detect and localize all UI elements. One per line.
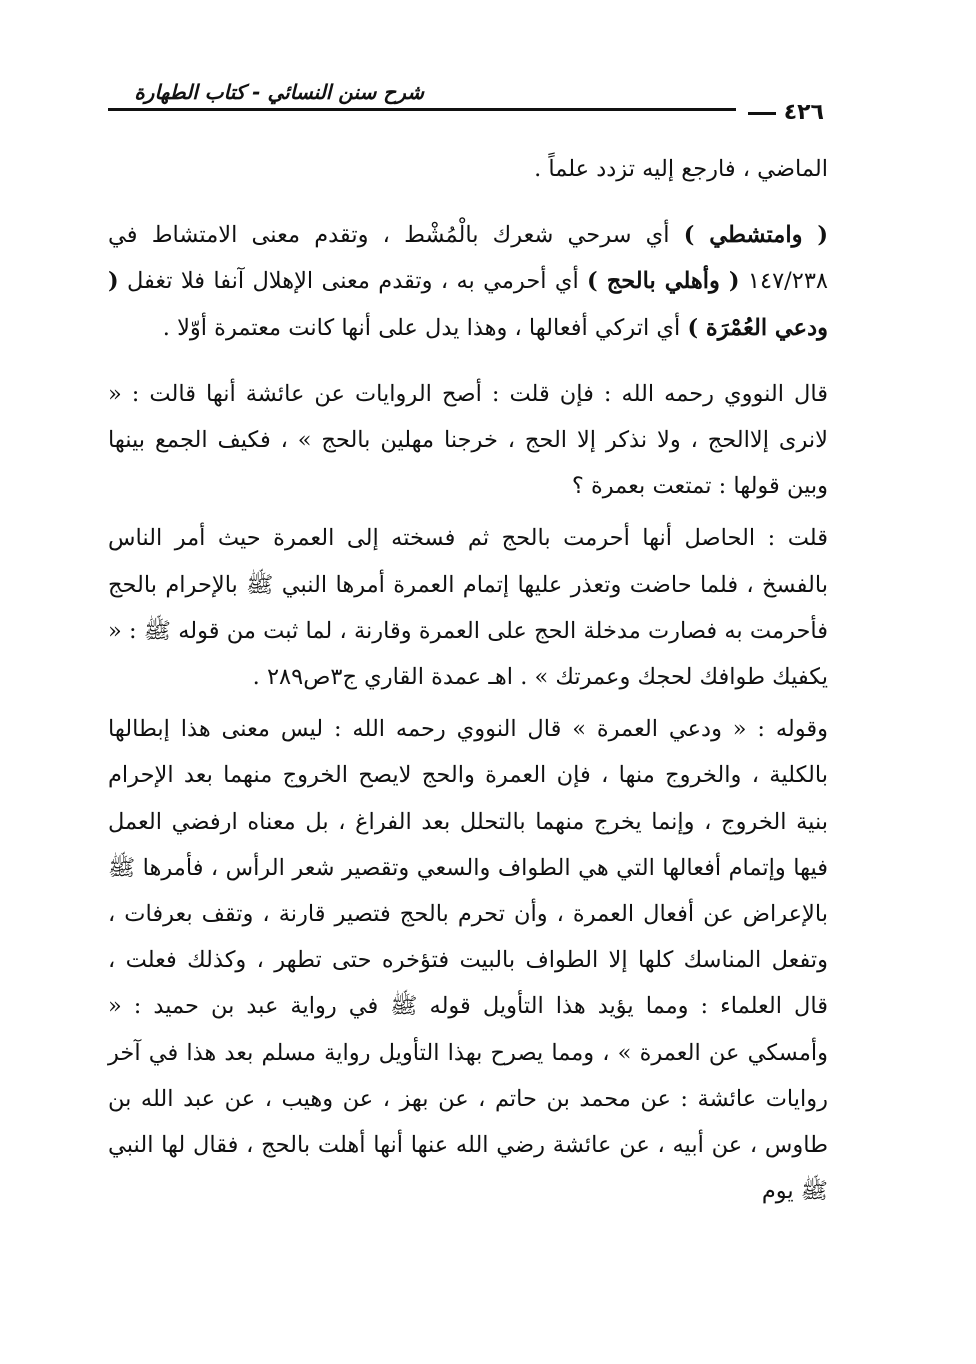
- header-rule: [108, 108, 828, 111]
- paragraph: [108, 212, 828, 351]
- paragraph-text: قلت : الحاصل أنها أحرمت بالحج ثم فسخته إلى العمرة حيث أمر الناس بالفسخ ، فلما حاضت وتعذر عليها إتمام العمرة أمرها النبي ﷺ بالإحرام بالحج فأحرمت به فصارت مدخلة الحج على العمرة وقارنة ، لما ثبت من قوله ﷺ : « يكفيك طوافك لحجك وعمرتك » . اهـ عمدة القاري ج٣ص٢٨٩ .: [108, 525, 828, 691]
- paragraph-text: أي أحرمي به ، وتقدم معنى الإهلال آنفا فلا تغفل: [118, 268, 588, 295]
- paragraph-text: قال النووي رحمه الله : فإن قلت : أصح الروايات عن عائشة أنها قالت : « لانرى إلاالحج ، ولا نذكر إلا الحج ، خرجنا مهلين بالحج » ، فكيف الجمع بينها وبين قولها : تمتعت بعمرة ؟: [108, 380, 828, 500]
- body-text: [108, 146, 828, 1214]
- paragraph-text: أي سرحي شعرك بالْمُشْط ، وتقدم معنى الامتشاط في ١٤٧/٢٣٨: [108, 222, 829, 295]
- paragraph: [108, 146, 828, 192]
- quoted-term: ( ودعي العُمْرَة ): [108, 268, 828, 341]
- page-number: ٤٢٦: [783, 100, 824, 125]
- paragraph-text: أي اتركي أفعالها ، وهذا يدل على أنها كانت معتمرة أوّلا .: [162, 314, 688, 341]
- running-title: شرح سنن النسائي - كتاب الطهارة: [134, 80, 424, 104]
- paragraph-text: وقوله : « ودعي العمرة » قال النووي رحمه الله : ليس معنى هذا إبطالها بالكلية ، والخروج منها ، فإن العمرة والحج لايصح الخروج منهما بعد الإحرام بنية الخروج ، وإنما يخرج منهما بالتحلل بعد الفراغ ، بل معناه ارفضي العمل فيها وإتمام أفعالها التي هي الطواف والسعي وتقصير شعر الرأس ، فأمرها ﷺ بالإعراض عن أفعال العمرة ، وأن تحرم بالحج فتصير قارنة ، وتقف بعرفات ، وتفعل المناسك كلها إلا الطواف بالبيت فتؤخره حتى تطهر ، وكذلك فعلت ، قال العلماء : ومما يؤيد هذا التأويل قوله ﷺ في رواية عبد بن حميد : « وأمسكي عن العمرة » ، ومما يصرح بهذا التأويل رواية مسلم بعد هذا في آخر روايات عائشة : عن محمد بن حاتم ، عن بهز ، عن وهيب ، عن عبد الله بن طاوس ، عن أبيه ، عن عائشة رضي الله عنها أنها أهلت بالحج ، فقال لها النبي ﷺ يوم: [108, 716, 828, 1205]
- page-number-dash: [748, 112, 776, 115]
- paragraph-text: الماضي ، فارجع إليه تزدد علماً .: [534, 156, 828, 182]
- quoted-term: ( وامتشطي ): [683, 222, 828, 249]
- page-header: [108, 74, 828, 130]
- page-number-block: [736, 100, 828, 125]
- quoted-term: ( وأهلي بالحج ): [587, 268, 740, 295]
- paragraph: [108, 515, 828, 700]
- paragraph: [108, 706, 828, 1214]
- paragraph: [108, 371, 828, 510]
